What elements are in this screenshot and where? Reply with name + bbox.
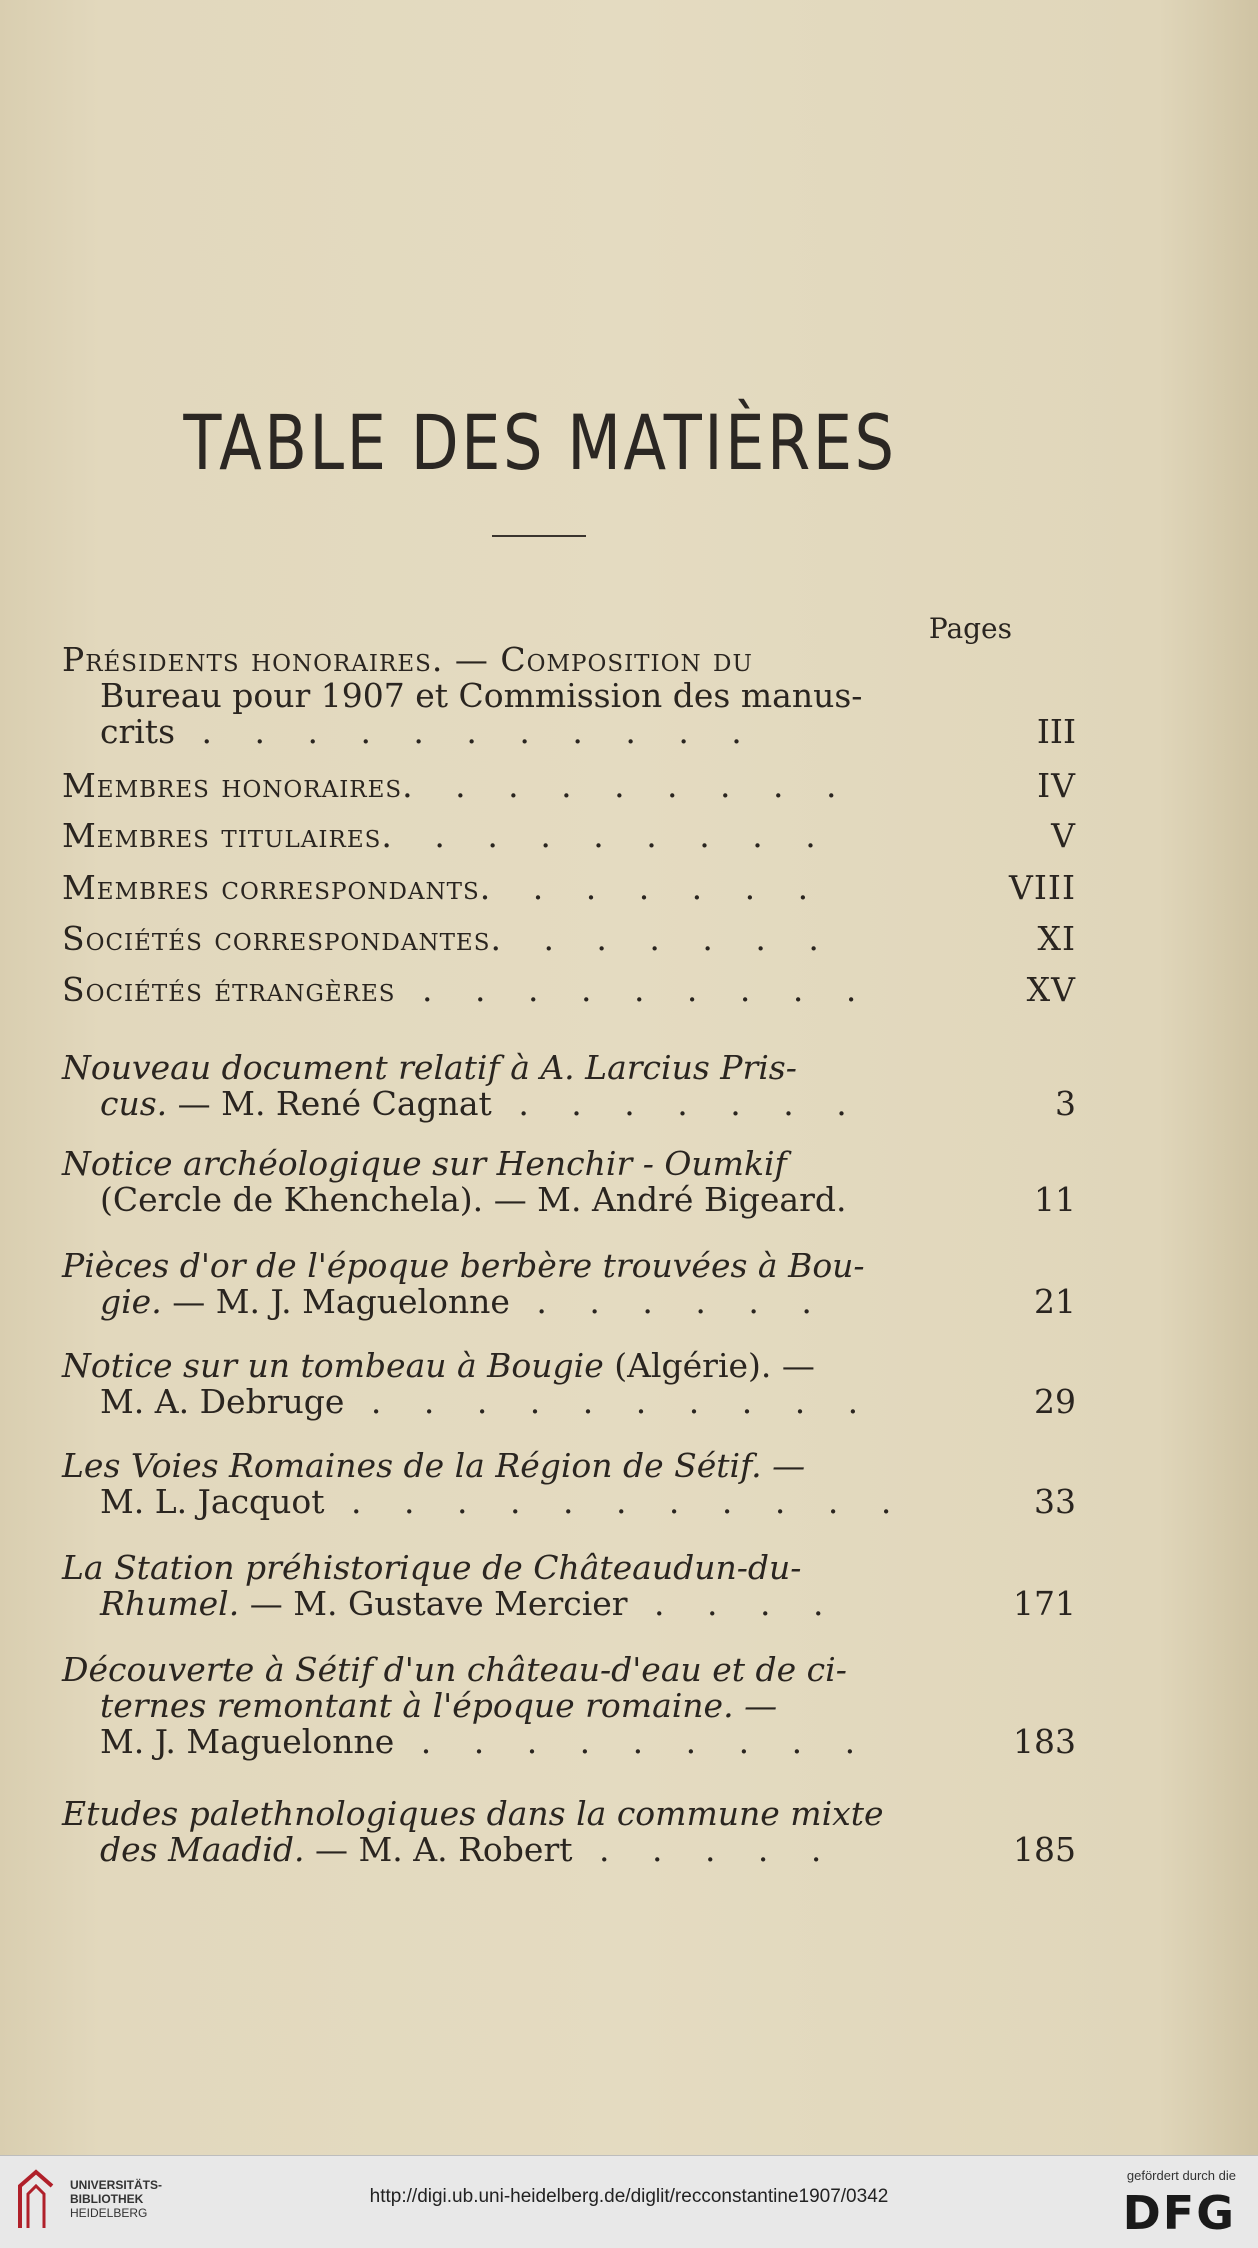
toc-article-1: Nouveau document relatif à A. Larcius Pris- cus. — M. René Cagnat . . . . . . . 3 — [62, 1048, 1076, 1123]
toc-article-4: Notice sur un tombeau à Bougie (Algérie). — M. A. Debruge . . . . . . . . . . 29 — [62, 1346, 1076, 1421]
library-name: UNIVERSITÄTS- BIBLIOTHEK HEIDELBERG — [70, 2178, 163, 2220]
article-author: M. J. Maguelonne — [100, 1722, 395, 1761]
page-title: TABLE DES MATIÈRES — [183, 398, 897, 487]
toc-page-number: XI — [1037, 919, 1076, 958]
toc-entry-membres-correspondants: Membres correspondants. . . . . . . VIII — [62, 868, 1076, 907]
toc-page-number: 11 — [1034, 1180, 1076, 1219]
article-author: M. A. Debruge — [100, 1382, 345, 1421]
viewer-footer — [0, 2155, 1258, 2248]
article-author: — M. J. Maguelonne — [172, 1282, 510, 1321]
toc-page-number: 171 — [1013, 1584, 1076, 1623]
toc-page-number: 33 — [1034, 1482, 1076, 1521]
article-author: — M. Gustave Mercier — [249, 1584, 628, 1623]
toc-entry-line: crits . . . . . . . . . . . III — [100, 712, 1076, 751]
toc-article-5: Les Voies Romaines de la Région de Sétif. — M. L. Jacquot . . . . . . . . . . . 33 — [62, 1446, 1076, 1521]
toc-page-number: III — [1036, 712, 1076, 751]
toc-entry-membres-honoraires: Membres honoraires. . . . . . . . . IV — [62, 766, 1076, 805]
toc-page-number: XV — [1026, 970, 1076, 1009]
toc-page-number: VIII — [1009, 868, 1076, 907]
toc-page-number: 183 — [1013, 1722, 1076, 1761]
toc-page-number: 21 — [1034, 1282, 1076, 1321]
dfg-logo: DFG — [1122, 2186, 1236, 2240]
toc-entry-societes-correspondantes: Sociétés correspondantes. . . . . . . XI — [62, 919, 1076, 958]
toc-page-number: 3 — [1055, 1084, 1076, 1123]
title-rule — [492, 535, 586, 537]
toc-article-6: La Station préhistorique de Châteaudun-du- Rhumel. — M. Gustave Mercier . . . . 171 — [62, 1548, 1076, 1623]
article-author: — M. André Bigeard. — [493, 1180, 847, 1219]
article-author: — M. René Cagnat — [177, 1084, 492, 1123]
toc-page-number: V — [1051, 816, 1076, 855]
article-author: — M. A. Robert — [315, 1830, 573, 1869]
toc-entry-line: Bureau pour 1907 et Commission des manus- — [100, 676, 863, 715]
toc-page-number: 185 — [1013, 1830, 1076, 1869]
article-author: M. L. Jacquot — [100, 1482, 325, 1521]
toc-entry-presidents — [62, 640, 1076, 751]
toc-entry-membres-titulaires: Membres titulaires. . . . . . . . . V — [62, 816, 1076, 855]
pages-column-header: Pages — [928, 612, 1012, 645]
permalink-url[interactable]: http://digi.ub.uni-heidelberg.de/diglit/recconstantine1907/0342 — [369, 2186, 889, 2207]
toc-article-8: Etudes palethnologiques dans la commune mixte des Maadid. — M. A. Robert . . . . . 185 — [62, 1794, 1076, 1869]
toc-entry-societes-etrangeres: Sociétés étrangères . . . . . . . . . XV — [62, 970, 1076, 1009]
toc-page-number: IV — [1037, 766, 1076, 805]
toc-article-2: Notice archéologique sur Henchir - Oumkif (Cercle de Khenchela). — M. André Bigeard. 11 — [62, 1144, 1076, 1219]
toc-article-7: Découverte à Sétif d'un château-d'eau et de ci- ternes remontant à l'époque romaine. — M. J. Maguelonne . . . . . . . . . 183 — [62, 1650, 1076, 1761]
funding-caption: gefördert durch die — [1126, 2168, 1236, 2183]
toc-page-number: 29 — [1034, 1382, 1076, 1421]
toc-article-3: Pièces d'or de l'époque berbère trouvées à Bou- gie. — M. J. Maguelonne . . . . . . 21 — [62, 1246, 1076, 1321]
toc-entry-line: Présidents honoraires. — Composition du — [62, 640, 753, 679]
